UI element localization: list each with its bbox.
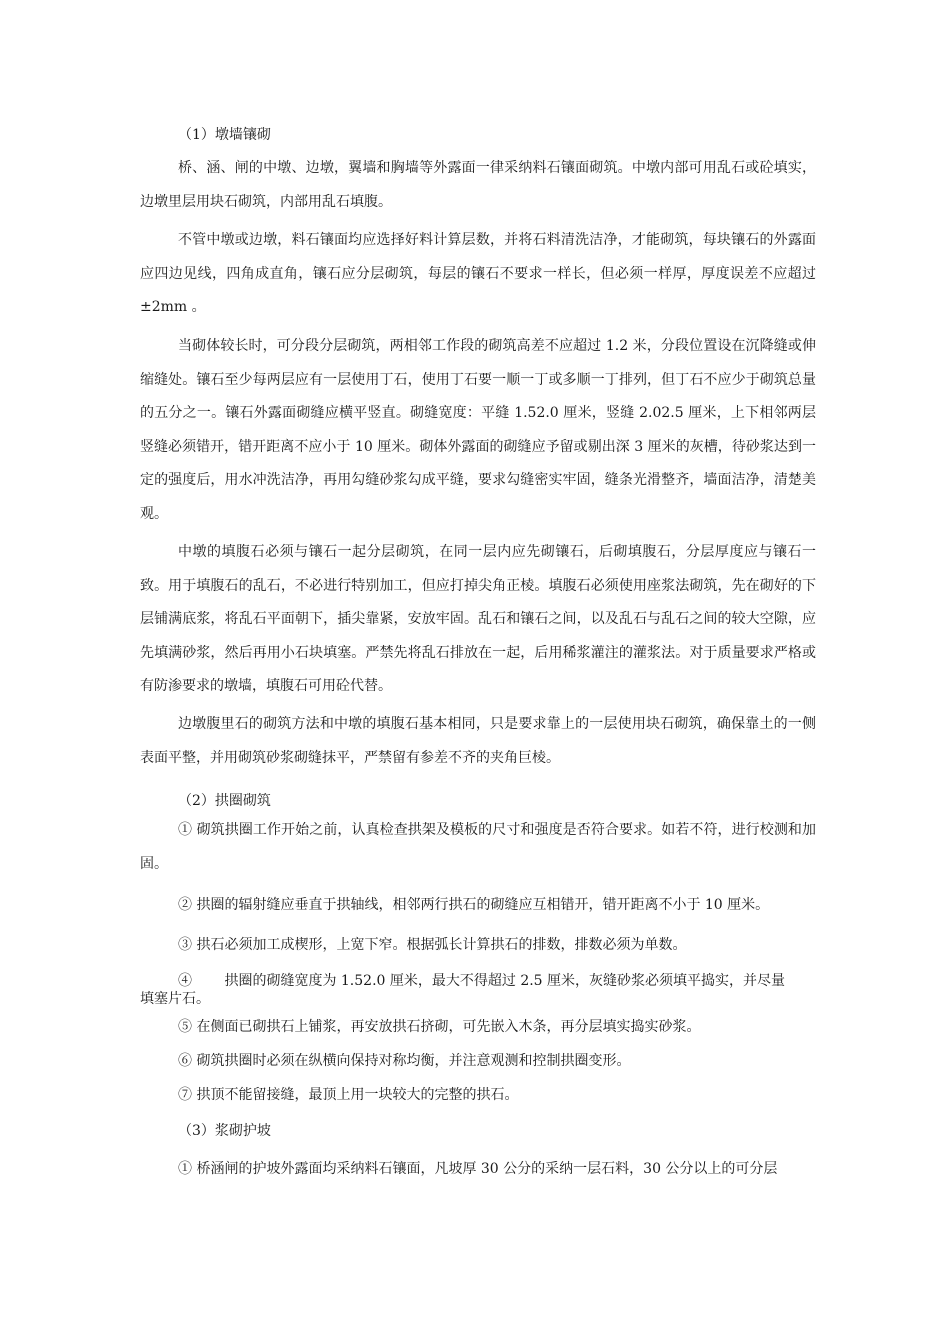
section-heading: （1）墩墙镶砌 <box>178 127 271 143</box>
section-heading: （2）拱圈砌筑 <box>178 793 271 809</box>
list-item: ① 砌筑拱圈工作开始之前，认真检查拱架及模板的尺寸和强度是否符合要求。如若不符，进行校测和加固。 <box>140 822 816 872</box>
list-item: ⑥ 砌筑拱圈时必须在纵横向保持对称均衡，并注意观测和控制拱圈变形。 <box>178 1053 631 1069</box>
list-item: ⑤ 在侧面已砌拱石上铺浆，再安放拱石挤砌，可先嵌入木条，再分层填实捣实砂浆。 <box>178 1019 701 1035</box>
paragraph: 边墩腹里石的砌筑方法和中墩的填腹石基本相同，只是要求靠上的一层使用块石砌筑，确保靠土的一侧表面平整，并用砌筑砂浆砌缝抹平，严禁留有参差不齐的夹角巨棱。 <box>140 716 816 766</box>
list-item: ⑦ 拱顶不能留接缝，最顶上用一块较大的完整的拱石。 <box>178 1087 519 1103</box>
paragraph: 桥、涵、闸的中墩、边墩，翼墙和胸墙等外露面一律采纳料石镶面砌筑。中墩内部可用乱石或砼填实，边墩里层用块石砌筑，内部用乱石填腹。 <box>140 160 816 210</box>
list-item: ④ 拱圈的砌缝宽度为 1.52.0 厘米，最大不得超过 2.5 厘米，灰缝砂浆必须填平捣实，并尽量 <box>178 973 786 989</box>
section-heading: （3）浆砌护坡 <box>178 1123 271 1139</box>
list-item: ② 拱圈的辐射缝应垂直于拱轴线，相邻两行拱石的砌缝应互相错开，错开距离不小于 10 厘米。 <box>178 897 770 913</box>
paragraph: 中墩的填腹石必须与镶石一起分层砌筑，在同一层内应先砌镶石，后砌填腹石，分层厚度应与镶石一致。用于填腹石的乱石，不必进行特别加工，但应打掉尖角正棱。填腹石必须使用座浆法砌筑，先在砌好的下层铺满底浆，将乱石平面朝下，插尖靠紧，安放牢固。乱石和镶石之间，以及乱石与乱石之间的较大空隙，应先填满砂浆，然后再用小石块填塞。严禁先将乱石排放在一起，后用稀浆灌注的灌浆法。对于质量要求严格或有防渗要求的墩墙，填腹石可用砼代替。 <box>140 544 816 695</box>
paragraph: 不管中墩或边墩，料石镶面均应选择好料计算层数，并将石料清洗洁净，才能砌筑，每块镶石的外露面应四边见线，四角成直角，镶石应分层砌筑，每层的镶石不要求一样长，但必须一样厚，厚度误差不应超过±2mm 。 <box>140 232 816 316</box>
list-item-continuation: 填塞片石。 <box>140 991 210 1007</box>
list-item: ③ 拱石必须加工成楔形，上宽下窄。根据弧长计算拱石的排数，排数必须为单数。 <box>178 937 687 953</box>
list-item: ① 桥涵闸的护坡外露面均采纳料石镶面，凡坡厚 30 公分的采纳一层石料，30 公分以上的可分层 <box>178 1161 778 1177</box>
paragraph: 当砌体较长时，可分段分层砌筑，两相邻工作段的砌筑高差不应超过 1.2 米，分段位置设在沉降缝或伸缩缝处。镶石至少每两层应有一层使用丁石，使用丁石要一顺一丁或多顺一丁排列，但丁石不应少于砌筑总量的五分之一。镶石外露面砌缝应横平竖直。砌缝宽度：平缝 1.52.0 厘米，竖缝 2.02.5 厘米，上下相邻两层竖缝必须错开，错开距离不应小于 10 厘米。砌体外露面的砌缝应予留或剔出深 3 厘米的灰槽，待砂浆达到一定的强度后，用水冲洗洁净，再用勾缝砂浆勾成平缝，要求勾缝密实牢固，缝条光滑整齐，墙面洁净，清楚美观。 <box>140 338 816 522</box>
